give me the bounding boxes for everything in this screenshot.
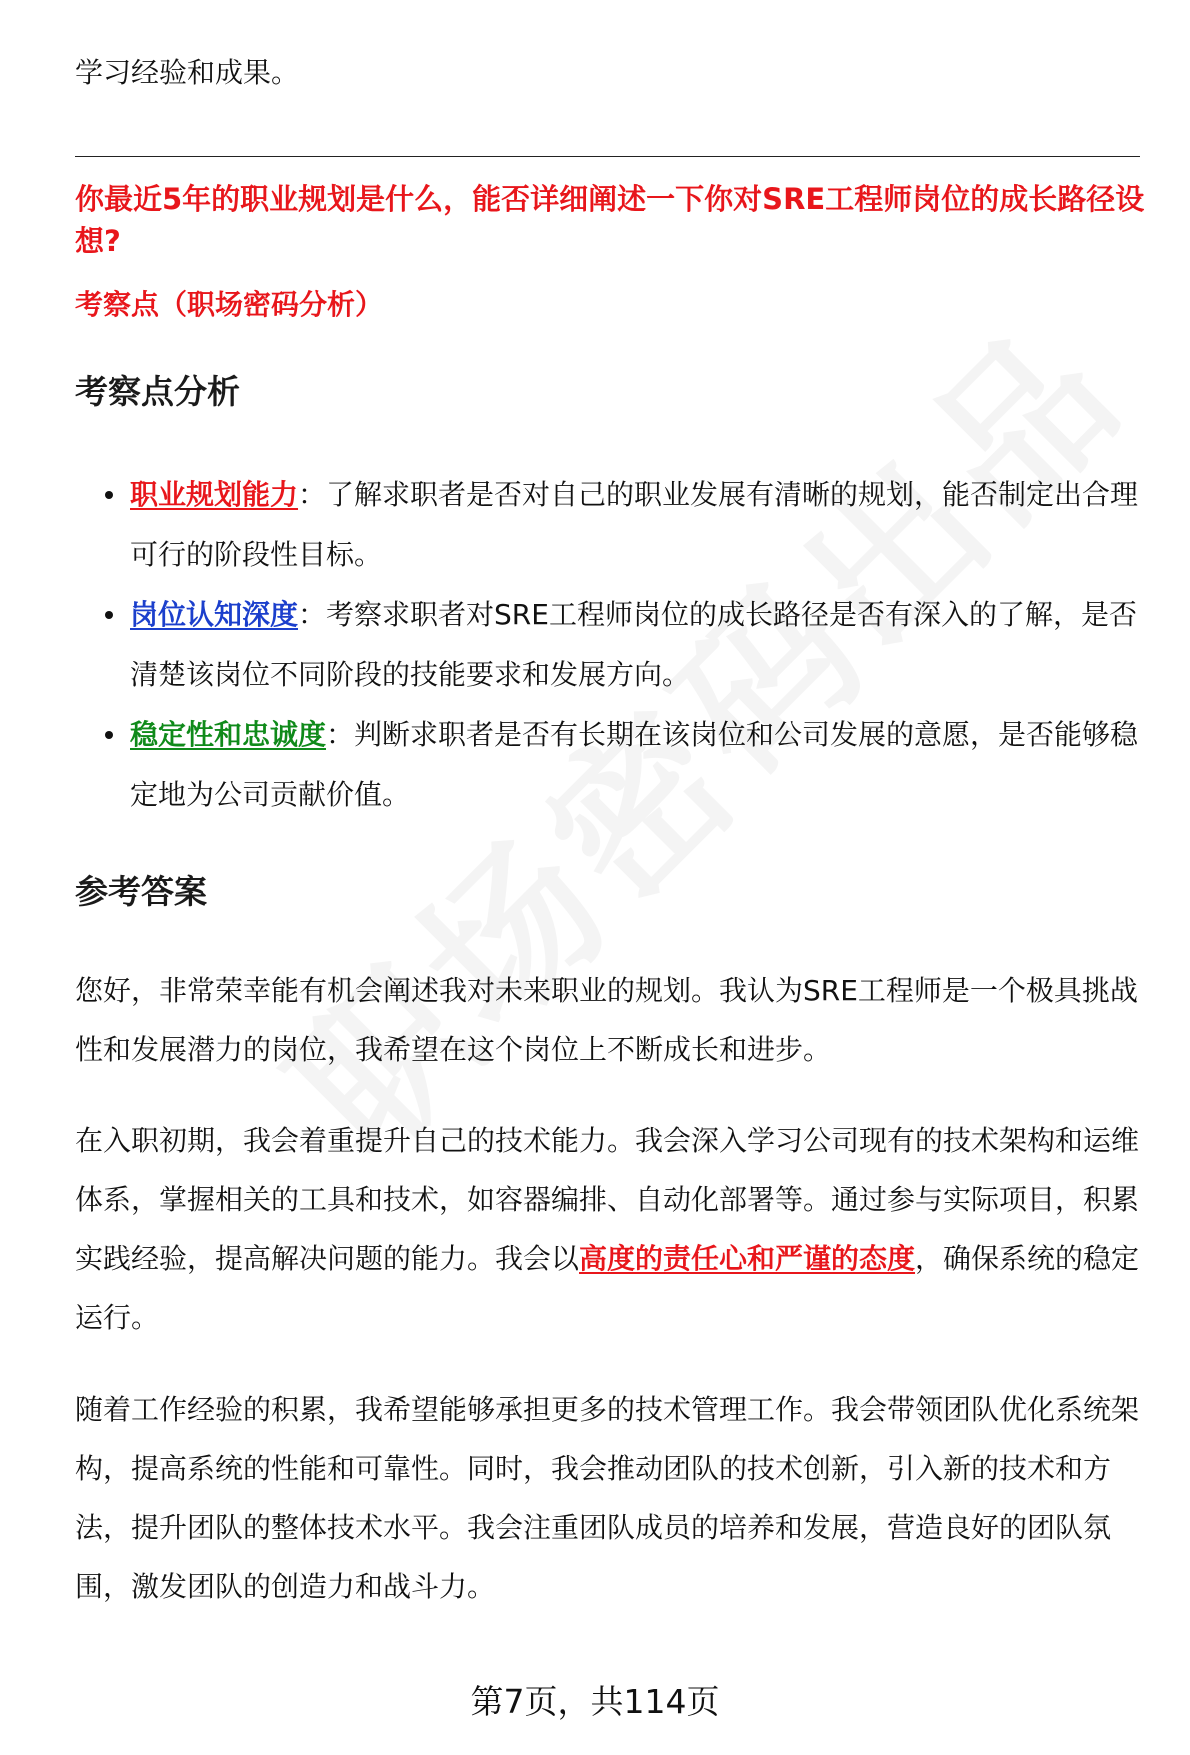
answer-paragraph: 随着工作经验的积累，我希望能够承担更多的技术管理工作。我会带领团队优化系统架构，提高系统的性能和可靠性。同时，我会推动团队的技术创新，引入新的技术和方法，提升团队的整体技术水平。我会注重团队成员的培养和发展，营造良好的团队氛围，激发团队的创造力和战斗力。	[75, 1393, 1140, 1603]
highlight-phrase: 高度的责任心和严谨的态度	[579, 1242, 916, 1275]
analysis-text: 了解求职者是否对自己的职业发展有清晰的规划，能否制定出合理可行的阶段性目标。	[130, 478, 1139, 571]
analysis-keyword: 稳定性和忠诚度	[130, 718, 327, 751]
bullet-icon	[105, 491, 113, 499]
section-divider	[75, 156, 1140, 157]
analysis-separator: ：	[326, 718, 355, 751]
analysis-keyword: 职业规划能力	[130, 478, 299, 511]
answer-paragraph: 您好，非常荣幸能有机会阐述我对未来职业的规划。我认为SRE工程师是一个极具挑战性和发展潜力的岗位，我希望在这个岗位上不断成长和进步。	[75, 974, 1138, 1066]
previous-paragraph-end: 学习经验和成果。	[75, 56, 300, 89]
answer-text: ，确保系统的稳定运行。	[75, 1242, 1140, 1334]
analysis-heading: 考察点分析	[75, 372, 240, 411]
analysis-keyword: 岗位认知深度	[130, 598, 299, 631]
interview-question: 你最近5年的职业规划是什么，能否详细阐述一下你对SRE工程师岗位的成长路径设想?	[75, 182, 1145, 258]
analysis-text: 考察求职者对SRE工程师岗位的成长路径是否有深入的了解，是否清楚该岗位不同阶段的技能要求和发展方向。	[130, 598, 1137, 691]
analysis-item	[75, 465, 1155, 585]
analysis-item	[75, 705, 1155, 825]
analysis-list	[75, 465, 1155, 825]
bullet-icon	[105, 611, 113, 619]
answer-heading: 参考答案	[75, 872, 207, 911]
analysis-text: 判断求职者是否有长期在该岗位和公司发展的意愿，是否能够稳定地为公司贡献价值。	[130, 718, 1139, 811]
analysis-separator: ：	[298, 598, 327, 631]
analysis-separator: ：	[298, 478, 327, 511]
bullet-icon	[105, 731, 113, 739]
answer-text: 在入职初期，我会着重提升自己的技术能力。我会深入学习公司现有的技术架构和运维体系，掌握相关的工具和技术，如容器编排、自动化部署等。通过参与实际项目，积累实践经验，提高解决问题的能力。我会以	[75, 1124, 1140, 1275]
analysis-item	[75, 585, 1155, 705]
page-footer: 第7页，共114页	[470, 1682, 720, 1721]
exam-point-label: 考察点（职场密码分析）	[75, 288, 384, 321]
answer-paragraph	[75, 1111, 1157, 1347]
